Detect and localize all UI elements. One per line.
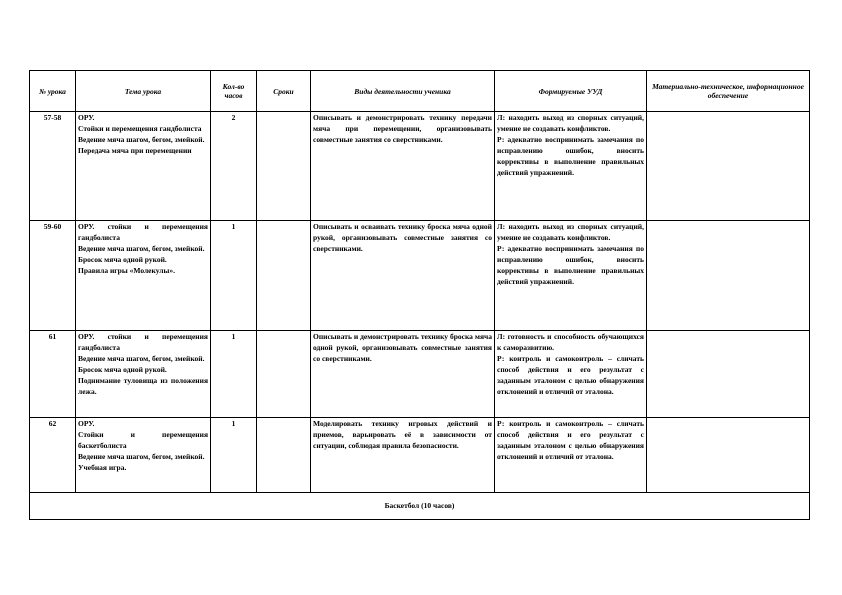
topic-line: Учебная игра.: [78, 462, 127, 472]
lesson-topic-cell: [76, 331, 211, 418]
materials-cell: [647, 418, 810, 493]
dates-cell: [257, 221, 311, 331]
hours-cell: 1: [211, 331, 257, 418]
activities-cell: Моделировать технику игровых действий и приемов, варьировать её в зависимости от ситуации, соблюдая правила безопасности.: [311, 418, 495, 493]
hours-cell: 2: [211, 112, 257, 221]
header-uud: Формируемые УУД: [495, 71, 647, 112]
uud-line: Р: адекватно воспринимать замечания по исправлению ошибок, вносить коррективы в выполнение правильных действий упражнений.: [497, 243, 644, 286]
topic-line: Поднимание туловища из положения лежа.: [78, 375, 208, 396]
topic-line: ОРУ. стойки и перемещения гандболиста: [78, 222, 208, 242]
header-dates: Сроки: [257, 71, 311, 112]
materials-cell: [647, 112, 810, 221]
lesson-number-cell: 59-60: [30, 221, 76, 331]
table-row: [30, 112, 810, 221]
lesson-number-cell: 57-58: [30, 112, 76, 221]
lesson-topic-cell: [76, 112, 211, 221]
uud-line: Л: находить выход из спорных ситуаций, умение не создавать конфликтов.: [497, 113, 644, 133]
table-row: [30, 221, 810, 331]
lesson-number-cell: 61: [30, 331, 76, 418]
uud-cell: [495, 221, 647, 331]
topic-line: ОРУ.: [78, 113, 95, 122]
topic-line: Ведение мяча шагом, бегом, змейкой.: [78, 243, 205, 253]
table-header-row: [30, 71, 810, 112]
table-row: [30, 418, 810, 493]
hours-cell: 1: [211, 221, 257, 331]
lesson-topic-cell: [76, 221, 211, 331]
uud-line: Р: контроль и самоконтроль – сличать способ действия и его результат с заданным эталоном с целью обнаружения отклонений и отличий от эталона.: [497, 419, 644, 461]
header-materials: Материально-техническое, информационное обеспечение: [647, 71, 810, 112]
activities-cell: Описывать и осваивать технику броска мяча одной рукой, организовывать совместные занятия со сверстниками.: [311, 221, 495, 331]
header-lesson-number: № урока: [30, 71, 76, 112]
topic-line: ОРУ.: [78, 419, 95, 428]
materials-cell: [647, 221, 810, 331]
topic-line: Бросок мяча одной рукой.: [78, 254, 167, 264]
lesson-number-cell: 62: [30, 418, 76, 493]
activities-cell: Описывать и демонстрировать технику броска мяча одной рукой, организовывать совместные занятия со сверстниками.: [311, 331, 495, 418]
header-lesson-topic: Тема урока: [76, 71, 211, 112]
lesson-topic-cell: [76, 418, 211, 493]
hours-cell: 1: [211, 418, 257, 493]
activities-cell: Описывать и демонстрировать технику передачи мяча при перемещении, организовывать совместные занятия со сверстниками.: [311, 112, 495, 221]
lesson-plan-page: [29, 70, 809, 520]
materials-cell: [647, 331, 810, 418]
header-hours: Кол-во часов: [211, 71, 257, 112]
table-row: [30, 331, 810, 418]
uud-cell: [495, 418, 647, 493]
dates-cell: [257, 331, 311, 418]
section-row: [30, 493, 810, 520]
uud-cell: [495, 112, 647, 221]
topic-line: Ведение мяча шагом, бегом, змейкой.: [78, 134, 205, 144]
topic-line: Стойки и перемещения баскетболиста: [78, 429, 208, 450]
topic-line: Ведение мяча шагом, бегом, змейкой.: [78, 353, 205, 363]
header-activities: Виды деятельности ученика: [311, 71, 495, 112]
uud-cell: [495, 331, 647, 418]
dates-cell: [257, 418, 311, 493]
topic-line: Бросок мяча одной рукой.: [78, 364, 167, 374]
topic-line: Ведение мяча шагом, бегом, змейкой.: [78, 451, 205, 461]
lesson-plan-table: [29, 70, 810, 520]
uud-line: Р: контроль и самоконтроль – сличать способ действия и его результат с заданным эталоном с целью обнаружения отклонений и отличий от эталона.: [497, 353, 644, 396]
topic-line: Передача мяча при перемещении: [78, 145, 192, 155]
uud-line: Р: адекватно воспринимать замечания по исправлению ошибок, вносить коррективы в выполнение правильных действий упражнений.: [497, 134, 644, 177]
uud-line: Л: готовность и способность обучающихся к саморазвитию.: [497, 332, 644, 352]
topic-line: Правила игры «Молекулы».: [78, 265, 175, 275]
dates-cell: [257, 112, 311, 221]
section-title: Баскетбол (10 часов): [30, 493, 810, 520]
topic-line: ОРУ. стойки и перемещения гандболиста: [78, 332, 208, 352]
topic-line: Стойки и перемещения гандболиста: [78, 123, 202, 133]
uud-line: Л: находить выход из спорных ситуаций, умение не создавать конфликтов.: [497, 222, 644, 242]
